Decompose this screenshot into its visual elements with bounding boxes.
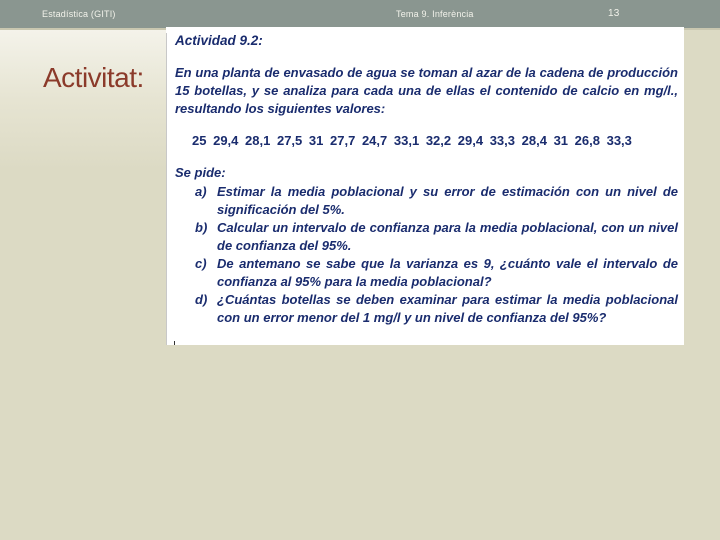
value: 27,7 bbox=[330, 133, 356, 148]
header-bar bbox=[0, 0, 720, 28]
question-item bbox=[175, 255, 678, 291]
value: 31 bbox=[553, 133, 569, 148]
value: 24,7 bbox=[361, 133, 388, 148]
data-values bbox=[175, 132, 678, 150]
question-text: De antemano se sabe que la varianza es 9, ¿cuánto vale el intervalo de confianza al 95% para la media poblacional? bbox=[217, 256, 678, 289]
topic-name: Tema 9. Inferència bbox=[396, 9, 474, 19]
value: 32,2 bbox=[425, 133, 452, 148]
question-text: Calcular un intervalo de confianza para la media poblacional, con un nivel de confianza del 95%. bbox=[217, 220, 678, 253]
question-item bbox=[175, 219, 678, 255]
value: 31 bbox=[308, 133, 324, 148]
value: 29,4 bbox=[457, 133, 484, 148]
questions-prompt: Se pide: bbox=[175, 165, 226, 180]
slide-title: Activitat: bbox=[43, 62, 144, 93]
activity-panel bbox=[166, 27, 684, 345]
value: 28,1 bbox=[245, 133, 271, 148]
question-marker: a) bbox=[195, 184, 207, 199]
course-name: Estadística (GITI) bbox=[42, 9, 116, 19]
question-marker: d) bbox=[195, 292, 208, 307]
question-item bbox=[175, 291, 678, 327]
value: 33,3 bbox=[489, 133, 515, 148]
activity-intro: En una planta de envasado de agua se toman al azar de la cadena de producción 15 botellas, y se analiza para cada una de ellas el contenido de calcio en mg/l., resultando los siguientes valores: bbox=[175, 65, 678, 116]
value: 28,4 bbox=[521, 133, 547, 148]
value: 33,3 bbox=[606, 133, 632, 148]
panel-left-rule bbox=[166, 33, 167, 345]
text-cursor bbox=[174, 341, 175, 345]
page-number: 13 bbox=[608, 8, 620, 19]
value: 27,5 bbox=[276, 133, 303, 148]
value: 26,8 bbox=[574, 133, 600, 148]
question-text: Estimar la media poblacional y su error de estimación con un nivel de significación del 5%. bbox=[217, 184, 678, 217]
left-background bbox=[0, 30, 166, 540]
question-text: ¿Cuántas botellas se deben examinar para estimar la media poblacional con un error menor del 1 mg/l y un nivel de confianza del 95%? bbox=[217, 292, 678, 325]
value: 33,1 bbox=[393, 133, 420, 148]
value: 29,4 bbox=[213, 133, 239, 148]
activity-heading: Actividad 9.2: bbox=[175, 33, 263, 48]
questions-list bbox=[175, 183, 678, 327]
value: 25 bbox=[192, 133, 207, 148]
question-item bbox=[175, 183, 678, 219]
question-marker: b) bbox=[195, 220, 208, 235]
question-marker: c) bbox=[195, 256, 207, 271]
